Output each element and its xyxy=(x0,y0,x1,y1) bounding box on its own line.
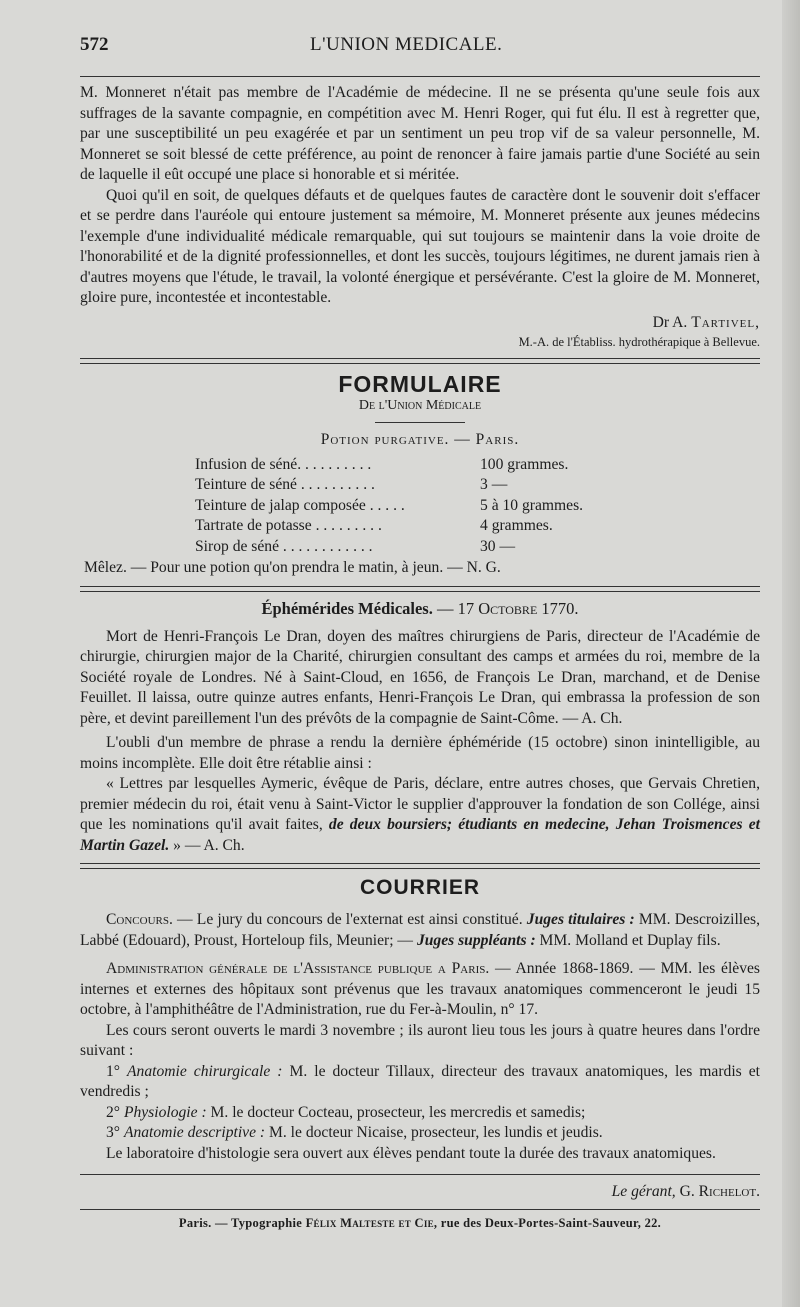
quote-text: « Lettres par lesquelles Aymeric, évêque de Paris, déclare, entre autres choses, que Gervais Chretien, premier médecin du roi, était venu à Saint-Victor le supplier d'approuver la fondation de son Collége, ainsi que les nominations qu'il avait faites, xyxy=(80,775,760,833)
course-number: 3° xyxy=(106,1124,124,1141)
imprint-rule xyxy=(80,1209,760,1210)
concours-text: MM. Molland et Duplay fils. xyxy=(535,931,721,949)
ephemerides-paragraph-3 xyxy=(80,774,760,856)
signature-affiliation: M.-A. de l'Établiss. hydrothérapique à Bellevue. xyxy=(518,334,760,349)
recipe-quantity: 100 grammes. xyxy=(480,455,569,473)
course-detail: M. le docteur Cocteau, prosecteur, les mercredis et samedis; xyxy=(206,1103,586,1121)
ephemerides-date: — 17 Octobre 1770. xyxy=(432,598,579,618)
laboratoire-paragraph: Le laboratoire d'histologie sera ouvert aux élèves pendant toute la durée des travaux anatomiques. xyxy=(106,1144,716,1162)
ephemerides-paragraph-2: L'oubli d'un membre de phrase a rendu la dernière éphéméride (15 octobre) sinon inintelligible, au moins incomplète. Elle doit être rétablie ainsi : xyxy=(80,734,760,772)
recipe-title: Potion purgative. — Paris. xyxy=(320,430,520,448)
page-number: 572 xyxy=(80,34,109,55)
gerant-label: Le gérant, xyxy=(611,1183,676,1200)
ephemerides-paragraph-1: Mort de Henri-François Le Dran, doyen des maîtres chirurgiens de Paris, directeur de l'Académie de chirurgie, chirurgien major de la Charité, chirurgien consultant des camps et armées du roi, membre de la Société royale de Londres. Né à Saint-Cloud, en 1656, de François Le Dran, marchand, et de Denise Feuillet. Il laissa, outre quinze autres enfants, Henri-François Le Dran, qui embrassa la profession de son père, et devint pareillement l'un des prévôts de la compagnie de Saint-Côme. — A. Ch. xyxy=(80,627,760,727)
course-item xyxy=(80,1103,760,1124)
obituary-section xyxy=(80,83,760,351)
ephemerides-heading: Éphémérides Médicales. xyxy=(261,598,433,618)
obituary-paragraph-2: Quoi qu'il en soit, de quelques défauts et de quelques fautes de caractère dont le souvenir doit s'effacer et se perdre dans l'auréole qui entoure justement sa mémoire, M. Monneret présente aux jeunes médecins l'exemple d'une individualité médicale remarquable, qui sut toujours se maintenir dans la voie droite de l'honorabilité et de la dignité professionnelles, et dont les succès, toujours légitimes, ne durent jamais rien à d'autres moyens que l'étude, le travail, la volonté énergique et persévérante. C'est la gloire de M. Monneret, gloire pure, incontestée et incontestable. xyxy=(80,186,760,306)
concours-label: Concours. xyxy=(106,911,173,928)
journal-title: L'UNION MEDICALE. xyxy=(310,34,503,55)
recipe-quantity: 30 — xyxy=(480,537,516,555)
courrier-title: COURRIER xyxy=(359,876,480,899)
concours-paragraph xyxy=(80,910,760,951)
recipe-ingredient: Teinture de jalap composée . . . . . xyxy=(195,496,405,514)
recipe-quantity: 4 grammes. xyxy=(480,517,553,534)
course-item xyxy=(80,1062,760,1103)
concours-text: MM. Descroizilles, Labbé (Edouard), Proust, Horteloup fils, Meunier; — xyxy=(80,911,760,949)
short-rule xyxy=(375,422,465,423)
signature-prefix: Dr A. xyxy=(652,313,692,331)
header-rule xyxy=(80,76,760,77)
printer-imprint xyxy=(80,1216,760,1231)
juges-titulaires: Juges titulaires : xyxy=(526,911,635,928)
admin-text: — Année 1868-1869. — MM. les élèves internes et externes des hôpitaux sont prévenus que les travaux anatomiques commenceront le jeudi 15 octobre, à l'amphithéâtre de l'Administration, rue du Fer-à-Moulin, n° 17. xyxy=(80,960,760,1018)
imprint-printer: Félix Malteste et Cie, xyxy=(305,1216,438,1230)
gerant-line xyxy=(80,1181,760,1203)
section-divider xyxy=(80,863,760,869)
recipe-ingredient: Teinture de séné . . . . . . . . . . xyxy=(195,476,375,493)
formulaire-title: FORMULAIRE xyxy=(338,370,502,397)
recipe-ingredient: Tartrate de potasse . . . . . . . . . xyxy=(195,517,382,534)
ephemerides-title xyxy=(80,599,760,619)
page-gutter xyxy=(782,0,800,1307)
running-head xyxy=(80,34,760,70)
imprint-city: Paris. — Typographie xyxy=(178,1216,306,1230)
recipe-quantity: 3 — xyxy=(480,476,508,493)
recipe-instructions: Mêlez. — Pour une potion qu'on prendra le matin, à jeun. — N. G. xyxy=(84,559,501,576)
section-divider xyxy=(80,358,760,364)
recipe-ingredient: Infusion de séné. . . . . . . . . . xyxy=(195,455,372,473)
course-subject: Anatomie chirurgicale : xyxy=(127,1062,283,1080)
course-subject: Physiologie : xyxy=(123,1103,207,1121)
recipe-row xyxy=(80,516,760,537)
ephemerides-section xyxy=(80,599,760,857)
imprint-address: rue des Deux-Portes-Saint-Sauveur, 22. xyxy=(437,1216,662,1230)
gerant-name: G. Richelot. xyxy=(675,1183,760,1200)
signature xyxy=(80,313,760,333)
section-divider xyxy=(80,586,760,592)
recipe-quantity: 5 à 10 grammes. xyxy=(480,496,584,514)
course-subject: Anatomie descriptive : xyxy=(123,1124,266,1141)
cours-paragraph: Les cours seront ouverts le mardi 3 novembre ; ils auront lieu tous les jours à quatre heures dans l'ordre suivant : xyxy=(80,1021,760,1059)
course-number: 2° xyxy=(106,1103,124,1121)
course-item xyxy=(80,1123,760,1144)
course-number: 1° xyxy=(106,1062,128,1080)
juges-suppleants: Juges suppléants : xyxy=(416,931,536,949)
recipe-row xyxy=(80,475,760,496)
admin-label: Administration générale de l'Assistance publique a Paris. xyxy=(106,960,490,977)
recipe-row xyxy=(80,496,760,517)
formulaire-subtitle: De l'Union Médicale xyxy=(358,397,482,413)
course-detail: M. le docteur Tillaux, directeur des travaux anatomiques, les mardis et vendredis ; xyxy=(80,1062,760,1100)
recipe-ingredient: Sirop de séné . . . . . . . . . . . . xyxy=(195,537,373,555)
concours-text: — Le jury du concours de l'externat est ainsi constitué. xyxy=(172,911,527,928)
recipe-row xyxy=(80,455,760,476)
obituary-paragraph-1: M. Monneret n'était pas membre de l'Académie de médecine. Il ne se présenta qu'une seule fois aux suffrages de la savante compagnie, en compétition avec M. Henri Roger, qui fut élu. Il est à regretter que, par une susceptibilité un peu exagérée et par un sentiment un peu trop vif de sa valeur personnelle, M. Monneret se soit blessé de cette préférence, au point de renoncer à faire jamais partie d'une Société au sein de laquelle il eût occupé une place si honorable et si méritée. xyxy=(80,84,760,183)
courrier-section xyxy=(80,876,760,1164)
signature-name: Tartivel, xyxy=(691,313,760,331)
course-detail: M. le docteur Nicaise, prosecteur, les lundis et jeudis. xyxy=(265,1124,603,1141)
recipe-list xyxy=(80,455,760,558)
footer-rule xyxy=(80,1174,760,1175)
admin-paragraph xyxy=(80,959,760,1021)
quote-emphasis: de deux boursiers; étudiants en medecine, Jehan Troismences et Martin Gazel. xyxy=(80,816,760,854)
formulaire-section xyxy=(80,371,760,579)
quote-end: » — A. Ch. xyxy=(169,836,245,854)
recipe-row xyxy=(80,537,760,558)
